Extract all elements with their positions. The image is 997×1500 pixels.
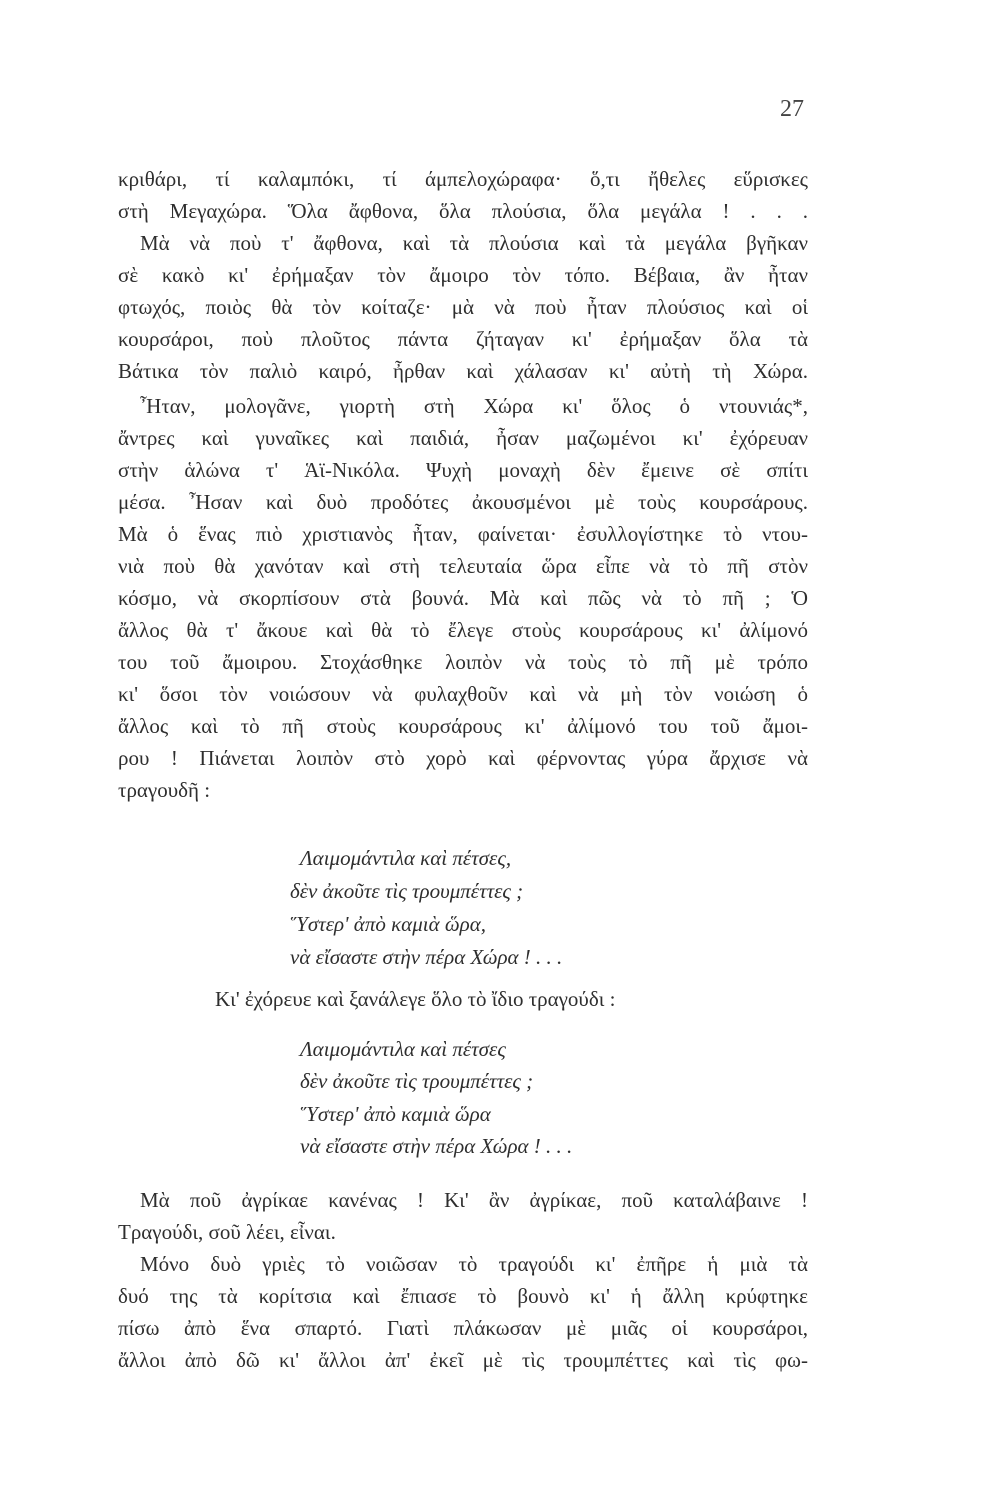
text-line: κόσμο, νὰ σκορπίσουν στὰ βουνά. Μὰ καὶ πῶς νὰ τὸ πῆ ; Ὁ bbox=[118, 586, 808, 610]
text-line: του τοῦ ἄμοιρου. Στοχάσθηκε λοιπὸν νὰ τοὺς τὸ πῆ μὲ τρόπο bbox=[118, 650, 808, 674]
text-line: Μὰ νὰ ποὺ τ' ἄφθονα, καὶ τὰ πλούσια καὶ τὰ μεγάλα βγῆκαν bbox=[140, 231, 808, 255]
text-line: δυό της τὰ κορίτσια καὶ ἔπιασε τὸ βουνὸ κι' ἡ ἄλλη κρύφτηκε bbox=[118, 1284, 808, 1308]
text-line: Ἦταν, μολογᾶνε, γιορτὴ στὴ Χώρα κι' ὅλος ὁ ντουνιάς*, bbox=[140, 394, 808, 418]
text-line: νιὰ ποὺ θὰ χανόταν καὶ στὴ τελευταία ὥρα εἶπε νὰ τὸ πῆ στὸν bbox=[118, 554, 808, 578]
text-line: ἄλλος καὶ τὸ πῆ στοὺς κουρσάρους κι' ἀλίμονό του τοῦ ἄμοι- bbox=[118, 714, 808, 738]
text-line: Βάτικα τὸν παλιὸ καιρό, ἦρθαν καὶ χάλασαν κι' αὐτὴ τὴ Χώρα. bbox=[118, 359, 808, 383]
verse-line: Ὕστερ' ἀπὸ καμιὰ ὥρα bbox=[300, 1102, 491, 1126]
text-line: ρου ! Πιάνεται λοιπὸν στὸ χορὸ καὶ φέρνοντας γύρα ἄρχισε νὰ bbox=[118, 746, 808, 770]
text-line: κριθάρι, τί καλαμπόκι, τί άμπελοχώραφα· ὅ,τι ἤθελες εὕρισκες bbox=[118, 167, 808, 191]
text-line: στὴ Μεγαχώρα. Ὅλα ἄφθονα, ὅλα πλούσια, ὅλα μεγάλα ! . . . bbox=[118, 199, 808, 223]
text-line: τραγουδῆ : bbox=[118, 778, 211, 802]
text-line: Τραγούδι, σοῦ λέει, εἶναι. bbox=[118, 1220, 336, 1244]
text-line: Μὰ ὁ ἕνας πιὸ χριστιανὸς ἦταν, φαίνεται· ἐσυλλογίστηκε τὸ ντου- bbox=[118, 522, 808, 546]
text-line: κουρσάροι, ποὺ πλοῦτος πάντα ζήταγαν κι' ἐρήμαξαν ὅλα τὰ bbox=[118, 327, 808, 351]
text-line: κι' ὅσοι τὸν νοιώσουν νὰ φυλαχθοῦν καὶ νὰ μὴ τὸν νοιώση ὁ bbox=[118, 682, 808, 706]
text-line: ἄντρες καὶ γυναῖκες καὶ παιδιά, ἦσαν μαζωμένοι κι' ἐχόρευαν bbox=[118, 426, 808, 450]
verse-line: δὲν ἀκοῦτε τὶς τρουμπέττες ; bbox=[290, 879, 524, 903]
text-line: μέσα. Ἦσαν καὶ δυὸ προδότες ἀκουσμένοι μὲ τοὺς κουρσάρους. bbox=[118, 490, 808, 514]
text-line: Μὰ ποῦ ἀγρίκαε κανένας ! Κι' ἂν ἀγρίκαε, ποῦ καταλάβαινε ! bbox=[140, 1188, 808, 1212]
text-line: φτωχός, ποιὸς θὰ τὸν κοίταζε· μὰ νὰ ποὺ ἦταν πλούσιος καὶ οἱ bbox=[118, 295, 808, 319]
verse-line: Λαιμομάντιλα καὶ πέτσες bbox=[300, 1037, 506, 1061]
text-line: ἄλλοι ἀπὸ δῶ κι' ἄλλοι ἀπ' ἐκεῖ μὲ τὶς τρουμπέττες καὶ τὶς φω- bbox=[118, 1348, 808, 1372]
verse-line: Λαιμομάντιλα καὶ πέτσες, bbox=[300, 846, 512, 870]
text-line: πίσω ἀπὸ ἕνα σπαρτό. Γιατὶ πλάκωσαν μὲ μιᾶς οἱ κουρσάροι, bbox=[118, 1316, 808, 1340]
verse-line: νὰ εἴσαστε στὴν πέρα Χώρα ! . . . bbox=[290, 945, 563, 969]
text-line: στὴν ἁλώνα τ' Ἁϊ-Νικόλα. Ψυχὴ μοναχὴ δὲν ἔμεινε σὲ σπίτι bbox=[118, 458, 808, 482]
text-line: ἄλλος θὰ τ' ἄκουε καὶ θὰ τὸ ἔλεγε στοὺς κουρσάρους κι' ἀλίμονό bbox=[118, 618, 808, 642]
text-line: Μόνο δυὸ γριὲς τὸ νοιῶσαν τὸ τραγούδι κι' ἐπῆρε ἡ μιὰ τὰ bbox=[140, 1252, 808, 1276]
verse-line: Ὕστερ' ἀπὸ καμιὰ ὥρα, bbox=[290, 912, 487, 936]
page-number: 27 bbox=[780, 96, 804, 122]
verse-line: δὲν ἀκοῦτε τὶς τρουμπέττες ; bbox=[300, 1069, 534, 1093]
text-line: σὲ κακὸ κι' ἐρήμαξαν τὸν ἄμοιρο τὸν τόπο. Βέβαια, ἂν ἦταν bbox=[118, 263, 808, 287]
text-line: Κι' ἐχόρευε καὶ ξανάλεγε ὅλο τὸ ἴδιο τραγούδι : bbox=[215, 987, 616, 1011]
verse-line: νὰ εἴσαστε στὴν πέρα Χώρα ! . . . bbox=[300, 1134, 573, 1158]
